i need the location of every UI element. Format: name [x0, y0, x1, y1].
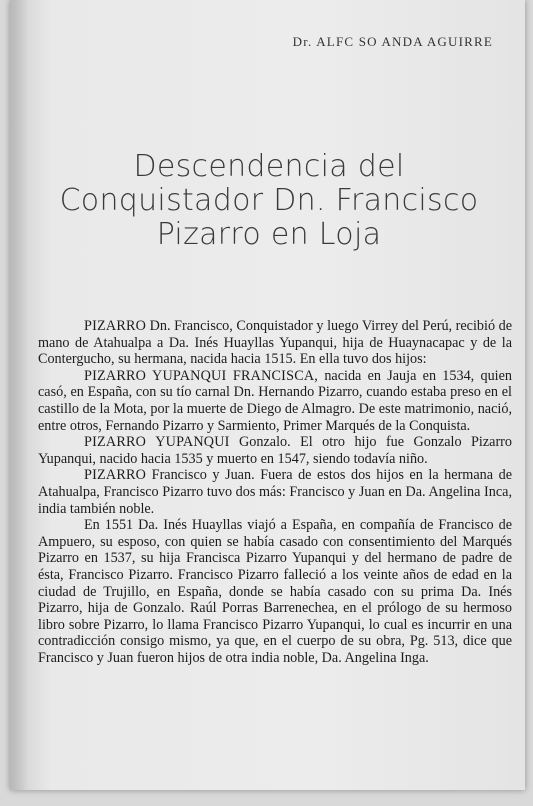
- paragraph-text: Dn. Francisco, Conquistador y luego Virrey del Perú, recibió de mano de Atahualpa a Da. Inés Huayllas Yupanqui, hija de Huaynacapac y de la Contergucho, su hermana, nacida hacia 1515. En ella tuvo dos hijos:: [38, 318, 512, 368]
- title-line-2: Conquistador Dn. Francisco: [59, 183, 479, 218]
- paragraph: [38, 318, 512, 368]
- paragraph-lead: PIZARRO: [84, 467, 147, 484]
- page-binding-shadow: [10, 0, 28, 790]
- paragraph-lead: PIZARRO YUPANQUI: [84, 434, 230, 451]
- paragraph-text: Gonzalo. El otro hijo fue Gonzalo Pizarro Yupanqui, nacido hacia 1535 y muerto en 1547, siendo todavía niño.: [38, 434, 512, 467]
- title-line-3: Pizarro en Loja: [156, 217, 382, 252]
- paragraph: [38, 434, 512, 467]
- document-page: [10, 0, 525, 790]
- title-line-1: Descendencia del: [133, 149, 405, 184]
- paragraph-lead: PIZARRO: [84, 318, 147, 334]
- paragraph: [38, 517, 512, 666]
- article-body: [38, 318, 512, 666]
- paragraph: [38, 368, 512, 434]
- paragraph-lead: PIZARRO YUPANQUI FRANCISCA,: [84, 367, 319, 384]
- paragraph-text: nacida en Jauja en 1534, quien casó, en España, con su tío carnal Dn. Hernando Pizarro, cuando estaba preso en el castillo de la Mota, por la muerte de Diego de Almagro. De este matrimonio, nació, entre otros, Fernando Pizarro y Sarmiento, Primer Marqués de la Conquista.: [38, 367, 512, 434]
- author-header: Dr. ALFC SO ANDA AGUIRRE: [292, 34, 493, 49]
- paragraph: [38, 467, 512, 517]
- paragraph-text: En 1551 Da. Inés Huayllas viajó a España, en compañía de Francisco de Ampuero, su esposo, con quien se había casado con consentimiento del Marqués Pizarro en 1537, su hija Francisca Pizarro Yupanqui y del hermano de padre de ésta, Francisco Pizarro. Francisco Pizarro falleció a los veinte años de edad en la ciudad de Trujillo, en España, donde se había casado con su prima Da. Inés Pizarro, hija de Gonzalo. Raúl Porras Barrenechea, en el prólogo de su hermoso libro sobre Pizarro, lo llama Francisco Pizarro Yupanqui, lo cual es incurrir en una contradicción consigo mismo, ya que, en el cuerpo de su obra, Pg. 513, dice que Francisco y Juan fueron hijos de otra india noble, Da. Angelina Inga.: [38, 517, 512, 666]
- paragraph-text: Francisco y Juan. Fuera de estos dos hijos en la hermana de Atahualpa, Francisco Pizarro tuvo dos más: Francisco y Juan en Da. Angelina Inca, india también noble.: [38, 467, 512, 517]
- article-title: [34, 150, 504, 252]
